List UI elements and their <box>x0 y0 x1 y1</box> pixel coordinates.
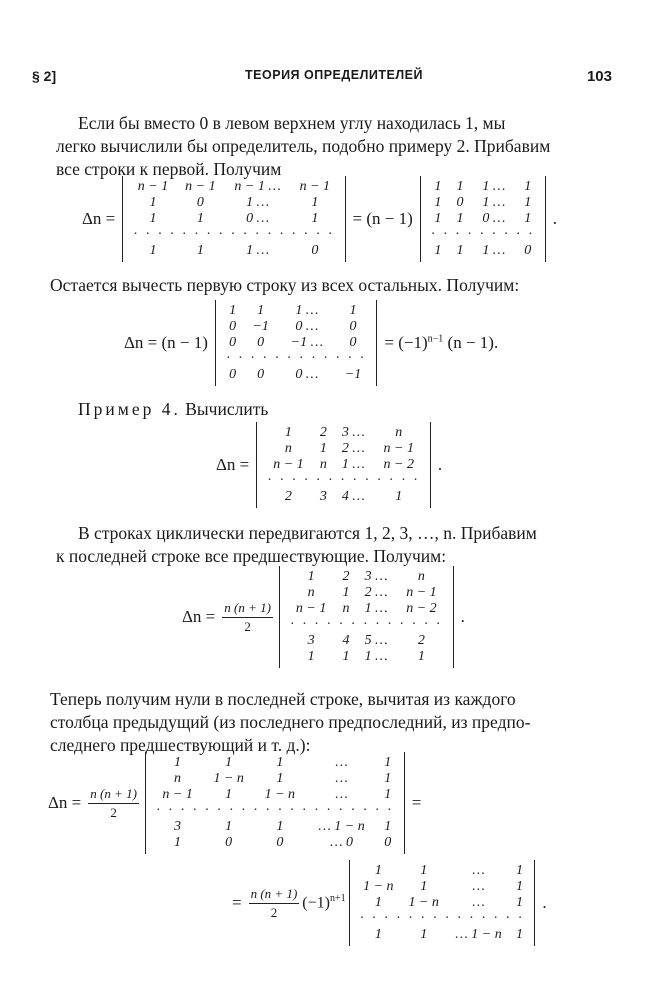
fraction: $\frac{n (n + 1)}{2}$ <box>250 885 298 920</box>
matrix-cell: 0 <box>349 319 357 334</box>
matrix-cell: 0 … <box>295 367 319 382</box>
matrix-row <box>427 195 539 211</box>
matrix-cell: 0 <box>257 335 265 350</box>
determinant <box>349 860 536 946</box>
determinant <box>256 422 431 508</box>
matrix-cell: n − 1 <box>273 457 304 472</box>
matrix-cell: 1 <box>311 211 319 226</box>
matrix-cell: 1 <box>374 927 382 942</box>
matrix-cell: 3 … <box>364 569 388 584</box>
matrix-cell: n − 1 <box>295 601 327 616</box>
matrix-cell: 0 <box>384 835 392 850</box>
matrix-cell: 1 <box>456 243 464 258</box>
matrix-cell: 1 <box>307 569 315 584</box>
matrix-row <box>222 335 370 351</box>
formula-lhs: Δn = <box>182 607 216 626</box>
matrix-cell: 1 <box>516 863 524 878</box>
matrix-cell: 1 … <box>482 243 506 258</box>
example-heading <box>78 398 634 421</box>
matrix-cell: … 0 <box>330 835 354 850</box>
matrix-row <box>263 473 424 489</box>
matrix-cell: 1 <box>516 879 524 894</box>
matrix-cell: 3 <box>319 489 327 504</box>
matrix-cell: n <box>417 569 425 584</box>
matrix-row <box>152 819 398 835</box>
matrix-cell: 1 … <box>295 303 319 318</box>
matrix-cell: n − 1 … <box>234 179 281 194</box>
matrix-cell: 1 … <box>482 195 506 210</box>
matrix-row <box>286 633 447 649</box>
matrix-cell: 1 <box>524 211 532 226</box>
matrix-row <box>427 243 539 259</box>
determinant <box>145 752 405 854</box>
matrix-cell: 1 <box>516 895 524 910</box>
matrix-cell: n − 1 <box>299 179 331 194</box>
matrix-row <box>152 755 398 771</box>
matrix-cell: 1 <box>384 755 392 770</box>
matrix-row <box>286 569 447 585</box>
formula-2 <box>124 300 502 386</box>
matrix-cell: 0 <box>311 243 319 258</box>
matrix-cell: 1 <box>456 179 464 194</box>
formula-operator: = (n − 1) <box>352 209 413 228</box>
matrix-cell: 1 <box>384 819 392 834</box>
matrix-cell: 0 <box>524 243 532 258</box>
matrix-cell: · · · · · · · · · · · · <box>225 351 367 366</box>
matrix-cell: 1 <box>225 819 233 834</box>
formula-lhs: Δn = (n − 1) <box>124 333 208 352</box>
matrix-row <box>427 227 539 243</box>
determinant <box>215 300 377 386</box>
matrix-cell: 1 − n <box>264 787 296 802</box>
matrix-cell: n <box>395 425 403 440</box>
matrix-cell: 1 <box>434 211 442 226</box>
matrix-cell: n − 1 <box>137 179 169 194</box>
matrix-cell: · · · · · · · · · · · · · <box>289 617 443 632</box>
matrix-row <box>129 211 338 227</box>
running-title: ТЕОРИЯ ОПРЕДЕЛИТЕЛЕЙ <box>245 68 423 82</box>
matrix-row <box>222 303 370 319</box>
matrix-row <box>263 441 424 457</box>
text-line: столбца предыдущий (из последнего предпоследний, из предпо- <box>50 712 531 732</box>
matrix-cell: 0 … <box>246 211 270 226</box>
matrix-cell: 1 <box>174 835 182 850</box>
matrix-row <box>152 787 398 803</box>
matrix-cell: … <box>335 755 348 770</box>
matrix-cell: 1 <box>276 771 284 786</box>
matrix-cell: 1 <box>319 441 327 456</box>
matrix-cell: −1 … <box>290 335 324 350</box>
paragraph-2 <box>50 274 606 297</box>
matrix-cell: 0 <box>257 367 265 382</box>
matrix-cell: · · · · · · · · · · · · · · <box>359 911 525 926</box>
matrix-cell: 1 <box>149 211 157 226</box>
formula-lhs: Δn = <box>82 209 116 228</box>
matrix-cell: 1 … <box>364 601 388 616</box>
determinant <box>279 566 454 668</box>
matrix-cell: 1 <box>420 863 428 878</box>
matrix-cell: 2 <box>319 425 327 440</box>
matrix-cell: 1 <box>276 819 284 834</box>
example-text: Вычислить <box>185 399 269 419</box>
matrix-cell: n <box>307 585 315 600</box>
matrix-cell: 0 <box>456 195 464 210</box>
matrix-cell: 0 … <box>482 211 506 226</box>
text-line: Остается вычесть первую строку из всех остальных. Получим: <box>50 275 520 295</box>
matrix-cell: … 1 − n <box>318 819 365 834</box>
matrix-cell: 1 … <box>341 457 365 472</box>
formula-end: . <box>552 209 558 228</box>
matrix-cell: 1 <box>196 243 204 258</box>
sign-factor: $(-1)^{n+1}$ <box>302 893 346 912</box>
matrix-row <box>427 211 539 227</box>
matrix-cell: 1 <box>229 303 237 318</box>
matrix-cell: 1 <box>524 195 532 210</box>
matrix-cell: 1 <box>417 649 425 664</box>
matrix-row <box>286 617 447 633</box>
text-line: Теперь получим нули в последней строке, вычитая из каждого <box>50 689 516 709</box>
matrix-cell: 2 <box>417 633 425 648</box>
matrix-cell: 0 <box>229 367 237 382</box>
matrix-cell: 0 <box>349 335 357 350</box>
matrix-cell: … <box>335 787 348 802</box>
matrix-cell: n − 2 <box>406 601 437 616</box>
matrix-row <box>129 179 338 195</box>
matrix-row <box>286 601 447 617</box>
matrix-cell: 1 … <box>364 649 388 664</box>
matrix-cell: 3 <box>174 819 182 834</box>
formula-end: . <box>437 455 443 474</box>
matrix-cell: … 1 − n <box>455 927 502 942</box>
fraction: $\frac{n (n + 1)}{2}$ <box>224 599 271 634</box>
matrix-cell: 1 − n <box>213 771 244 786</box>
matrix-cell: 1 <box>342 585 350 600</box>
matrix-cell: 1 <box>307 649 315 664</box>
matrix-cell: −1 <box>252 319 269 334</box>
matrix-row <box>263 457 424 473</box>
matrix-cell: 1 <box>276 755 284 770</box>
matrix-cell: 1 <box>420 927 428 942</box>
matrix-row <box>356 863 529 879</box>
paragraph-1 <box>56 112 612 181</box>
matrix-row <box>152 771 398 787</box>
matrix-row <box>427 179 539 195</box>
matrix-cell: 1 <box>284 425 292 440</box>
formula-end: . <box>542 893 547 912</box>
text-line: все строки к первой. Получим <box>56 159 282 179</box>
matrix-cell: n <box>342 601 350 616</box>
matrix-cell: · · · · · · · · · · · · · · · · · <box>133 227 335 242</box>
matrix-cell: 3 … <box>341 425 365 440</box>
formula-3 <box>216 422 446 508</box>
matrix-row <box>356 927 529 943</box>
text-line <box>78 398 634 421</box>
matrix-cell: 1 <box>374 863 382 878</box>
formula-6 <box>232 860 551 946</box>
section-marker: § 2] <box>32 68 57 84</box>
matrix-cell: … <box>472 879 485 894</box>
matrix-cell: 4 … <box>341 489 365 504</box>
matrix-row <box>152 835 398 851</box>
matrix-cell: 1 − n <box>408 895 439 910</box>
text-line: В строках циклически передвигаются 1, 2, 3, …, n. Прибавим <box>78 523 537 543</box>
matrix-row <box>356 895 529 911</box>
matrix-cell: · · · · · · · · · · · · · · · · · · · · <box>155 803 394 818</box>
matrix-cell: n <box>174 771 182 786</box>
fraction: $\frac{n (n + 1)}{2}$ <box>90 785 137 820</box>
matrix-cell: n − 1 <box>185 179 216 194</box>
matrix-cell: 1 <box>434 243 442 258</box>
matrix-row <box>356 911 529 927</box>
matrix-row <box>222 351 370 367</box>
formula-lhs: = <box>232 893 242 912</box>
matrix-cell: · · · · · · · · · · · · · <box>267 473 420 488</box>
matrix-cell: 1 <box>516 927 524 942</box>
matrix-row <box>286 649 447 665</box>
matrix-cell: · · · · · · · · · <box>430 227 535 242</box>
matrix-cell: 4 <box>342 633 350 648</box>
matrix-cell: 1 <box>225 787 233 802</box>
text-line: Если бы вместо 0 в левом верхнем углу находилась 1, мы <box>78 113 506 133</box>
formula-lhs: Δn = <box>216 455 250 474</box>
matrix-cell: 5 … <box>364 633 388 648</box>
matrix-cell: 0 <box>225 835 233 850</box>
determinant <box>122 176 345 262</box>
formula-rhs: = $(-1)^{n-1}$ (n − 1). <box>384 333 499 352</box>
text-line: следнего предшествующий и т. д.): <box>50 735 311 755</box>
matrix-cell: 1 <box>524 179 532 194</box>
matrix-cell: … <box>335 771 348 786</box>
page-number: 103 <box>586 68 612 85</box>
matrix-cell: 1 <box>456 211 464 226</box>
formula-end: = <box>411 793 422 812</box>
matrix-row <box>286 585 447 601</box>
matrix-cell: 1 <box>342 649 350 664</box>
matrix-cell: −1 <box>344 367 362 382</box>
matrix-cell: 2 … <box>341 441 365 456</box>
matrix-cell: n − 1 <box>383 441 414 456</box>
matrix-row <box>129 243 338 259</box>
text-line: легко вычислили бы определитель, подобно примеру 2. Прибавим <box>56 136 551 156</box>
matrix-row <box>356 879 529 895</box>
matrix-cell: 1 <box>311 195 319 210</box>
matrix-cell: 1 <box>395 489 403 504</box>
matrix-cell: 2 <box>284 489 292 504</box>
matrix-row <box>263 489 424 505</box>
text-line: к последней строке все предшествующие. Получим: <box>56 546 447 566</box>
matrix-cell: 1 … <box>246 195 270 210</box>
paragraph-4 <box>56 522 612 568</box>
matrix-cell: 1 … <box>246 243 270 258</box>
matrix-cell: n <box>284 441 292 456</box>
matrix-cell: 1 <box>374 895 382 910</box>
matrix-cell: 1 <box>384 787 392 802</box>
matrix-cell: 1 <box>257 303 265 318</box>
matrix-cell: 0 <box>229 335 237 350</box>
matrix-cell: 1 <box>384 771 392 786</box>
matrix-cell: 1 <box>196 211 204 226</box>
matrix-cell: 1 <box>349 303 357 318</box>
matrix-cell: … <box>472 863 485 878</box>
matrix-cell: 1 <box>149 195 157 210</box>
matrix-cell: 1 − n <box>363 879 394 894</box>
matrix-cell: 0 <box>196 195 204 210</box>
example-label: Пример 4. <box>78 399 181 419</box>
matrix-cell: 1 <box>225 755 233 770</box>
matrix-cell: n <box>319 457 327 472</box>
matrix-cell: 3 <box>307 633 315 648</box>
matrix-cell: 1 <box>420 879 428 894</box>
matrix-cell: 2 … <box>364 585 388 600</box>
matrix-cell: 1 <box>434 179 442 194</box>
matrix-row <box>222 319 370 335</box>
matrix-cell: 2 <box>342 569 350 584</box>
matrix-cell: n − 1 <box>406 585 437 600</box>
matrix-cell: n − 2 <box>383 457 414 472</box>
determinant <box>420 176 546 262</box>
matrix-cell: n − 1 <box>162 787 193 802</box>
matrix-cell: 0 <box>229 319 237 334</box>
formula-end: . <box>460 607 465 626</box>
paragraph-5 <box>50 688 612 757</box>
matrix-cell: 1 … <box>482 179 506 194</box>
matrix-row <box>129 227 338 243</box>
matrix-row <box>152 803 398 819</box>
formula-4 <box>182 566 469 668</box>
formula-1 <box>82 176 561 262</box>
formula-5 <box>48 752 425 854</box>
matrix-cell: 0 <box>276 835 284 850</box>
formula-lhs: Δn = <box>48 793 82 812</box>
matrix-cell: 1 <box>434 195 442 210</box>
matrix-cell: 1 <box>174 755 182 770</box>
matrix-row <box>129 195 338 211</box>
matrix-cell: 0 … <box>295 319 319 334</box>
matrix-cell: … <box>472 895 485 910</box>
matrix-row <box>222 367 370 383</box>
matrix-row <box>263 425 424 441</box>
matrix-cell: 1 <box>149 243 157 258</box>
